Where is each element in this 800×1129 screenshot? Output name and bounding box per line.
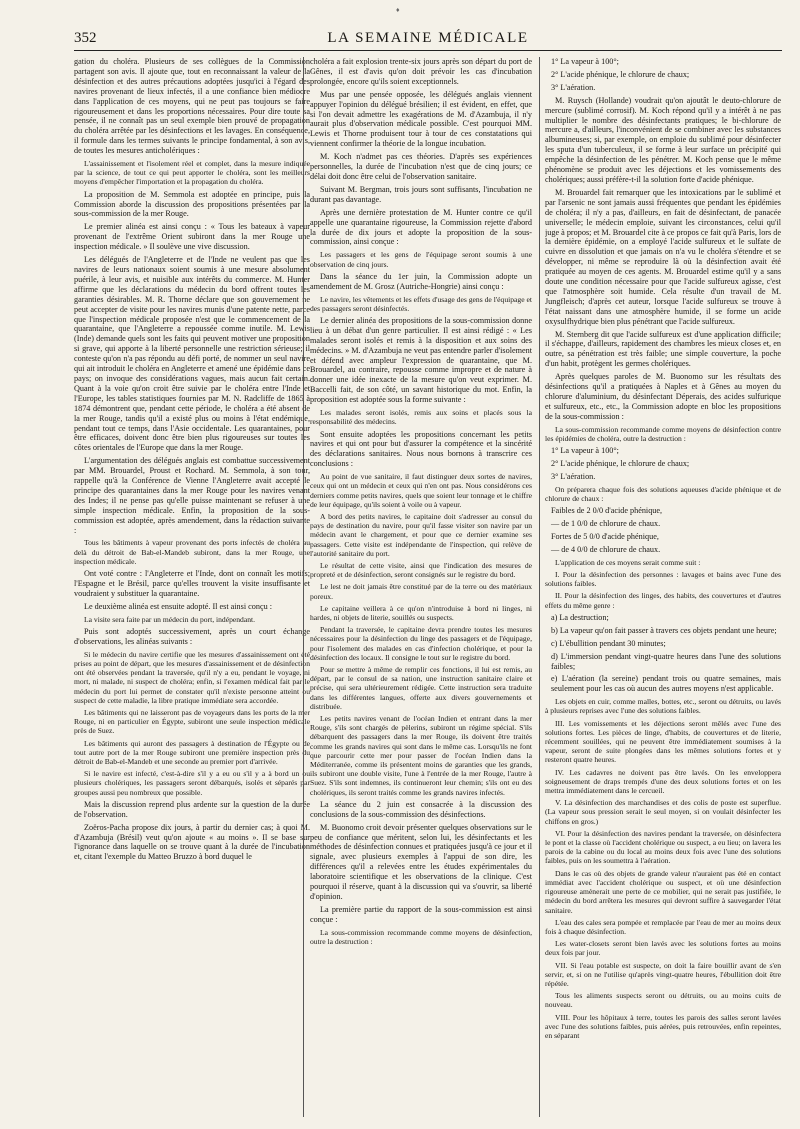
paragraph: Zoëros-Pacha propose dix jours, à partir du dernier cas; à quoi M. d'Azambuja (Brésil) veut qu'on ajoute « au moins ». Il se base sur l'ignorance dans laquelle on se trouve quant à la durée de l'incubation et, citant l'exemple du Matteo Bruzzo à bord duquel le: [74, 822, 310, 862]
paragraph: Le navire, les vêtements et les effets d'usage des gens de l'équipage et des passagers seront désinfectés.: [310, 294, 532, 313]
paragraph: gation du choléra. Plusieurs de ses collègues de la Commission partagent son avis. Il ajoute que, tout en reconnaissant la valeur de la désinfection et des autres précautions adoptées jusqu'ici à l'égard des navires provenant de lieux infectés, il a une confiance bien médiocre dans l'application de ces moyens, qui ne peut pas toujours se faire rigoureusement et dans les proportions nécessaires. Pour dire toute sa pensée, il ne connaît pas un seul exemple bien prouvé de propagation du choléra arrêtée par les désinfections et les lavages. En conséquence, il formule dans les termes suivants le principe fondamental, à son avis, de toutes les mesures anticholériques :: [74, 57, 310, 156]
paragraph: L'application de ces moyens serait comme suit :: [555, 557, 701, 567]
paragraph: L'eau des cales sera pompée et remplacée par l'eau de mer au moins deux fois à chaque désinfection.: [545, 917, 781, 936]
paragraph: La proposition de M. Semmola est adoptée en principe, puis la Commission aborde la discussion des propositions présentées par la sous-commission de la mer Rouge.: [74, 189, 310, 219]
paragraph: Les passagers et les gens de l'équipage seront soumis à une observation de cinq jours.: [310, 250, 532, 269]
paragraph: Après une dernière protestation de M. Hunter contre ce qu'il appelle une quarantaine rigoureuse, la Commission rejette d'abord la durée de dix jours et adopte la proposition de la sous-commission, ainsi conçue :: [310, 207, 532, 247]
paragraph: Mais la discussion reprend plus ardente sur la question de la durée de l'observation.: [74, 799, 310, 819]
paragraph: Le deuxième alinéa est ensuite adopté. Il est ainsi conçu :: [84, 601, 273, 611]
paragraph: Le résultat de cette visite, ainsi que l'indication des mesures de propreté et de désinfection, seront consignés sur le registre du bord.: [310, 560, 532, 580]
paragraph: V. La désinfection des marchandises et des colis de poste est superflue. (La vapeur sous pression serait le seul moyen, si on voulait désinfecter les chiffons en gros.): [545, 798, 781, 826]
paragraph: Après quelques paroles de M. Buonomo sur les résultats des désinfections qu'il a pratiquées à Naples et à Gênes au moyen du chlorure d'aluminium, du désinfectant Déperais, des acides sulfurique et sulfureux, etc., etc., la Commission adopte en bloc les propositions de la sous-commission :: [545, 372, 781, 421]
paragraph: Mus par une pensée opposée, les délégués anglais viennent appuyer l'opinion du délégué brésilien; il est évident, en effet, que si l'on devait admettre les exagérations de M. d'Azambuja, il n'y aurait plus d'observation médicale possible. C'est pourquoi MM. Lewis et Thorne produisent tour à tour de ces constatations qui viennent confirmer la théorie de la longue incubation.: [310, 89, 532, 149]
paragraph: On préparera chaque fois des solutions aqueuses d'acide phénique et de chlorure de chaux :: [545, 484, 781, 504]
paragraph: Si le navire est infecté, c'est-à-dire s'il y a eu ou s'il y a à bord un ou plusieurs cholériques, les passagers seront débarqués, isolés et séparés par groupes aussi peu nombreux que possible.: [74, 769, 310, 797]
paragraph: La première partie du rapport de la sous-commission est ainsi conçue :: [310, 904, 532, 924]
paragraph: Puis sont adoptés successivement, après un court échange d'observations, les alinéas suivants :: [74, 626, 310, 646]
paragraph: Pendant la traversée, le capitaine devra prendre toutes les mesures nécessaires pour la désinfection du linge des passagers et de l'équipage, pour l'isolement des malades en cas d'infection cholérique, et pour la désinfection des locaux. Il consigne le tout sur le registre du bord.: [310, 625, 532, 662]
column-divider: [303, 57, 304, 1117]
paragraph: VIII. Pour les hôpitaux à terre, toutes les parois des salles seront lavées avec l'une des solutions faibles, puis aérées, puis retrouvées, enfin repeintes, en séparant: [545, 1012, 781, 1040]
printer-mark: ♦: [396, 6, 400, 14]
paragraph: A bord des petits navires, le capitaine doit s'adresser au consul du pays de destination du navire, pour qu'il fasse visiter son navire par un médecin avant le chargement, et pour que ce dernier examine ses passagers. Cette visite est indépendante de l'inspection, qui relève de l'autorité sanitaire du port.: [310, 511, 532, 558]
paragraph: VII. Si l'eau potable est suspecte, on doit la faire bouillir avant de s'en servir, et, si on ne l'utilise qu'après vingt-quatre heures, l'ébullition doit être répétée.: [545, 960, 781, 988]
column-divider: [539, 57, 540, 1117]
paragraph: La séance du 2 juin est consacrée à la discussion des conclusions de la sous-commission des désinfections.: [310, 799, 532, 819]
paragraph: 2° L'acide phénique, le chlorure de chaux;: [551, 69, 690, 79]
paragraph: b) La vapeur qu'on fait passer à travers ces objets pendant une heure;: [551, 625, 777, 635]
paragraph: Tous les aliments suspects seront ou détruits, ou au moins cuits de nouveau.: [545, 991, 781, 1010]
paragraph: choléra a fait explosion trente-six jours après son départ du port de Gênes, il est d'avis qu'on doit prévoir les cas d'incubation prolongée, encore qu'ils soient exceptionnels.: [310, 57, 532, 86]
paragraph: Pour se mettre à même de remplir ces fonctions, il lui est remis, au départ, par le consul de sa nation, une instruction sanitaire claire et précise, qui sera ultérieurement rédigée. Cette instruction sera traduite dans les différentes langues, offerte aux divers gouvernements et distribuée.: [310, 664, 532, 711]
paragraph: — de 1 0/0 de chlorure de chaux.: [551, 519, 661, 529]
paragraph: Au point de vue sanitaire, il faut distinguer deux sortes de navires, ceux qui ont un médecin et ceux qui n'en ont pas. Nous considérons ces derniers comme petits navires, quels que soient leur tonnage et le chiffre de leur équipage, qu'ils soient à voile ou à vapeur.: [310, 472, 532, 509]
paragraph: Le capitaine veillera à ce qu'on n'introduise à bord ni linges, ni hardes, ni objets de literie, souillés ou suspects.: [310, 603, 532, 622]
page-number: 352: [74, 30, 97, 46]
paragraph: Le premier alinéa est ainsi conçu : « Tous les bateaux à vapeur provenant de l'extrême Orient subiront dans la mer Rouge une inspection médicale. » Il soulève une vive discussion.: [74, 222, 310, 252]
paragraph: 3° L'aération.: [551, 471, 596, 481]
paragraph: e) L'aération (la sereine) pendant trois ou quatre semaines, mais seulement pour les cas où aucun des autres moyens n'est applicable.: [551, 674, 781, 694]
paragraph: L'assainissement et l'isolement réel et complet, dans la mesure indiquée par la science, de tout ce qui peut apporter le choléra, sont les meilleurs moyens d'empêcher l'importation et la propagation du choléra.: [74, 159, 310, 187]
paragraph: Dans la séance du 1er juin, la Commission adopte un amendement de M. Grosz (Autriche-Hongrie) ainsi conçu :: [310, 271, 532, 291]
paragraph: Faibles de 2 0/0 d'acide phénique,: [551, 506, 663, 516]
paragraph: Ont voté contre : l'Angleterre et l'Inde, dont on connaît les motifs; l'Espagne et le Brésil, parce qu'elles trouvent la visite insuffisante et voudraient y substituer la quarantaine.: [74, 569, 310, 598]
paragraph: La sous-commission recommande comme moyens de désinfection contre les épidémies de choléra, outre la destruction :: [545, 424, 781, 443]
paragraph: VI. Pour la désinfection des navires pendant la traversée, on désinfectera le pont et la classe où l'accident cholérique ou suspect, a eu lieu; on lavera les parois de la cabine ou du local au moins deux fois avec l'une des solutions faibles, puis on les soumettra à l'aération.: [545, 828, 781, 866]
paragraph: Dans le cas où des objets de grande valeur n'auraient pas été en contact immédiat avec l'accident cholérique ou suspect, et où une désinfection rigoureuse amènerait une perte de ce mobilier, qui ne serait pas justifiée, le médecin du bord arrêtera les mesures qui devront suffire à sauvegarder l'état sanitaire.: [545, 868, 781, 915]
paragraph: c) L'ébullition pendant 30 minutes;: [551, 638, 666, 648]
page-header: [74, 28, 782, 51]
paragraph: M. Brouardel fait remarquer que les intoxications par le sublimé et par l'arsenic ne sont jamais aussi fréquentes que pendant les épidémies de choléra; il n'y a pas, d'ailleurs, en fait de désinfectant, de panacée universelle; le médecin emploie, suivant les circonstances, celui qu'il juge à propos; et M. Brouardel cite à ce propos ce fait qu'à Paris, lors de la dernière épidémie, on a employé l'acide sulfureux et le sulfate de cuivre en dissolution et que jamais on n'a vu le choléra s'étendre et se développer, ni même se reproduire là où la désinfection avait été pratiquée au moyen de ces agents. M. Brouardel estime qu'il y a sans doute une condition nécessaire pour que l'acide sulfureux agisse, c'est que l'atmosphère soit humide. Cela résulte d'un travail de M. Jungfleisch; d'après cet auteur, lorsque l'acide sulfureux se trouve à l'état naissant dans une atmosphère humide, il se forme un acide oxysulfhydrique bien plus pénétrant que l'acide sulfureux.: [545, 187, 781, 326]
paragraph: — de 4 0/0 de chlorure de chaux.: [551, 544, 661, 554]
text-column-1: [74, 57, 310, 1119]
paragraph: Les objets en cuir, comme malles, bottes, etc., seront ou détruits, ou lavés à plusieurs reprises avec l'une des solutions faibles.: [545, 697, 781, 716]
paragraph: Les bâtiments qui ne laisseront pas de voyageurs dans les ports de la mer Rouge, ni en particulier en Égypte, subiront une seule inspection médicale près de Suez.: [74, 707, 310, 736]
paragraph: 1° La vapeur à 100°;: [551, 446, 619, 456]
paragraph: Le dernier alinéa des propositions de la sous-commission donne lieu à un débat d'un genre particulier. Il est ainsi rédigé : « Les malades seront isolés et remis à la disposition et aux soins des médecins. » M. d'Azambuja ne veut pas entendre parler d'isolement et défend avec ampleur l'expression de quarantaine, que M. Brouardel, au contraire, repousse comme impropre et de nature à donner une idée inexacte de la mesure qu'on veut exprimer. M. Baccelli fait, de son côté, un savant historique du mot. Enfin, la proposition est adoptée sous la forme suivante :: [310, 315, 532, 405]
paragraph: La visite sera faite par un médecin du port, indépendant.: [84, 614, 256, 624]
paragraph: I. Pour la désinfection des personnes : lavages et bains avec l'une des solutions faibles.: [545, 570, 781, 589]
paragraph: Sont ensuite adoptées les propositions concernant les petits navires et qui ont pour but d'assurer la compétence et la sincérité des déclarations sanitaires. Nous nous bornons à transcrire ces conclusions :: [310, 429, 532, 469]
paragraph: Suivant M. Bergman, trois jours sont suffisants, l'incubation ne durant pas davantage.: [310, 184, 532, 204]
paragraph: Si le médecin du navire certifie que les mesures d'assainissement ont été prises au point de départ, que les mesures d'assainissement et de désinfection ont été observées pendant la traversée, qu'il n'y a eu, pendant le voyage, ni mort, ni malade, ni suspect de choléra; enfin, si l'examen médical fait par le médecin du port lui permet de constater qu'il n'existe personne atteint ou suspect de cette maladie, la libre pratique immédiate sera accordée.: [74, 649, 310, 705]
paragraph: II. Pour la désinfection des linges, des habits, des couvertures et d'autres effets du même genre :: [545, 591, 781, 610]
paragraph: 1° La vapeur à 100°;: [551, 57, 619, 66]
paragraph: Les petits navires venant de l'océan Indien et entrant dans la mer Rouge, s'ils sont chargés de pèlerins, subiront un régime spécial. S'ils débarquent des passagers dans la mer Rouge, ils doivent être traités comme les grands navires qui sont dans le même cas. Lorsqu'ils ne font que parcourir cette mer pour passer de l'océan Indien dans la Méditerranée, comme ils présentent moins de garanties que les grands, ils subiront une double visite, l'une à l'entrée de la mer Rouge, l'autre à Suez. S'ils sont indemnes, ils continueront leur chemin; s'ils ont eu des cholériques, ils seront traités comme les grands navires infectés.: [310, 714, 532, 797]
paragraph: La sous-commission recommande comme moyens de désinfection, outre la destruction :: [310, 927, 532, 946]
paragraph: Fortes de 5 0/0 d'acide phénique,: [551, 532, 659, 542]
paragraph: M. Sternberg dit que l'acide sulfureux est d'une application difficile; il s'échappe, d'ailleurs, rapidement des chambres les mieux closes et, en outre, sa pénétration est très faible; une simple couverture, la poche d'un habit, protègent les germes cholériques.: [545, 329, 781, 369]
paragraph: III. Les vomissements et les déjections seront mêlés avec l'une des solutions fortes. Les pièces de linge, d'habits, de couvertures et de literie, récemment souillées, qui ne peuvent être immédiatement soumises à la vapeur, seront de suite plongées dans les mêmes solutions fortes et y resteront quatre heures.: [545, 718, 781, 765]
paragraph: Les délégués de l'Angleterre et de l'Inde ne veulent pas que les navires de leurs nationaux soient soumis à une mesure absolument puérile, à leur avis, et nuisible aux intérêts du commerce. M. Hunter affirme que les déclarations du médecin du bord offrent toutes les garanties désirables. M. R. Thorne déclare que son gouvernement ne peut accepter de visite pour les navires munis d'une patente nette, parce que l'inspection médicale proposée n'est que le commencement de la quarantaine, que l'Angleterre a repoussée comme inutile. M. Lewis (Inde) demande quels sont les faits qui peuvent motiver une proposition si grave, qui apporte à la liberté personnelle une restriction sérieuse; il conteste qu'on n'a pas répondu au défi porté, de nommer un seul navire qui ait introduit le choléra en Angleterre et amené une épidémie dans ce pays; on invoque des considérations vagues, mais aucun fait certain. Quant à la voie qu'on croit être suivie par le choléra entre l'Inde et l'Europe, les tables statistiques fournies par M. N. Radcliffe de 1865 à 1874 démontrent que, pendant cette période, le choléra a été absent de la mer Rouge, tandis qu'il a existé plus ou moins à l'état endémique, pendant tout ce temps, dans l'Asie occidentale. Les quarantaines, pour être efficaces, doivent donc être bien plus rigoureuses sur toutes les côtes orientales de l'Europe que dans la mer Rouge.: [74, 255, 310, 453]
paragraph: Les water-closets seront bien lavés avec les solutions fortes au moins deux fois par jour.: [545, 939, 781, 958]
paragraph: 2° L'acide phénique, le chlorure de chaux;: [551, 459, 690, 469]
paragraph: Le lest ne doit jamais être constitué par de la terre ou des matériaux poreux.: [310, 582, 532, 601]
paragraph: M. Koch n'admet pas ces théories. D'après ses expériences personnelles, la durée de l'incubation n'est que de cinq jours; ce délai doit donc être celui de l'observation sanitaire.: [310, 152, 532, 181]
paragraph: 3° L'aération.: [551, 82, 596, 92]
text-column-2: [310, 57, 532, 1119]
text-column-3: [545, 57, 781, 1119]
paragraph: Les bâtiments qui auront des passagers à destination de l'Égypte ou de tout autre port de la mer Rouge subiront une première inspection près du détroit de Bab-el-Mandeb et une seconde au premier port d'arrivée.: [74, 738, 310, 766]
paragraph: Les malades seront isolés, remis aux soins et placés sous la responsabilité des médecins.: [310, 408, 532, 427]
paragraph: a) La destruction;: [551, 612, 609, 622]
paragraph: IV. Les cadavres ne doivent pas être lavés. On les enveloppera soigneusement de draps trempés d'une des deux solutions fortes et on les mettra immédiatement dans le cercueil.: [545, 767, 781, 796]
paragraph: M. Ruysch (Hollande) voudrait qu'on ajoutât le deuto-chlorure de mercure (sublimé corrosif). M. Koch répond qu'il y a intérêt à ne pas multiplier le nombre des désinfectants pratiques; le bi-chlorure de mercure a, d'ailleurs, l'inconvénient de se combiner avec les substances albumineuses; si, par exemple, on emploie du sublimé pour désinfecter les sputa d'un tuberculeux, il se forme à leur surface un précipité qui empêche la désinfection de les pénétrer. M. Koch pense que le même phénomène se produit avec les déjections et les vomissements des cholériques; aussi préfère-t-il la solution forte d'acide phénique.: [545, 95, 781, 184]
paragraph: L'argumentation des délégués anglais est combattue successivement par MM. Brouardel, Proust et Rochard. M. Semmola, à son tour, rappelle qu'à la Conférence de Vienne l'Angleterre avait accepté le principe des quarantaines dans la mer Rouge pour les navires venant des Indes; il ne pense pas qu'elle puisse maintenant se refuser à une simple inspection médicale. Enfin, la proposition de la sous-commission est adoptée, après amendement, dans la rédaction suivante :: [74, 456, 310, 535]
paragraph: Tous les bâtiments à vapeur provenant des ports infectés de choléra au delà du détroit de Bab-el-Mandeb subiront, dans la mer Rouge, une inspection médicale.: [74, 538, 310, 566]
journal-title: LA SEMAINE MÉDICALE: [327, 30, 529, 46]
paragraph: d) L'immersion pendant vingt-quatre heures dans l'une des solutions faibles;: [551, 651, 781, 671]
paragraph: M. Buonomo croit devoir présenter quelques observations sur le peu de confiance que méritent, selon lui, les désinfectants et les méthodes de désinfection connues et pratiquées jusqu'à ce jour et il signale, avec plusieurs exemples à l'appui de son dire, les différences qu'il a relevées entre les études expérimentales du laboratoire scientifique et les observations de la clinique. C'est pourquoi il réserve, quant à la discussion qui va s'ouvrir, sa liberté d'opinion.: [310, 822, 532, 901]
